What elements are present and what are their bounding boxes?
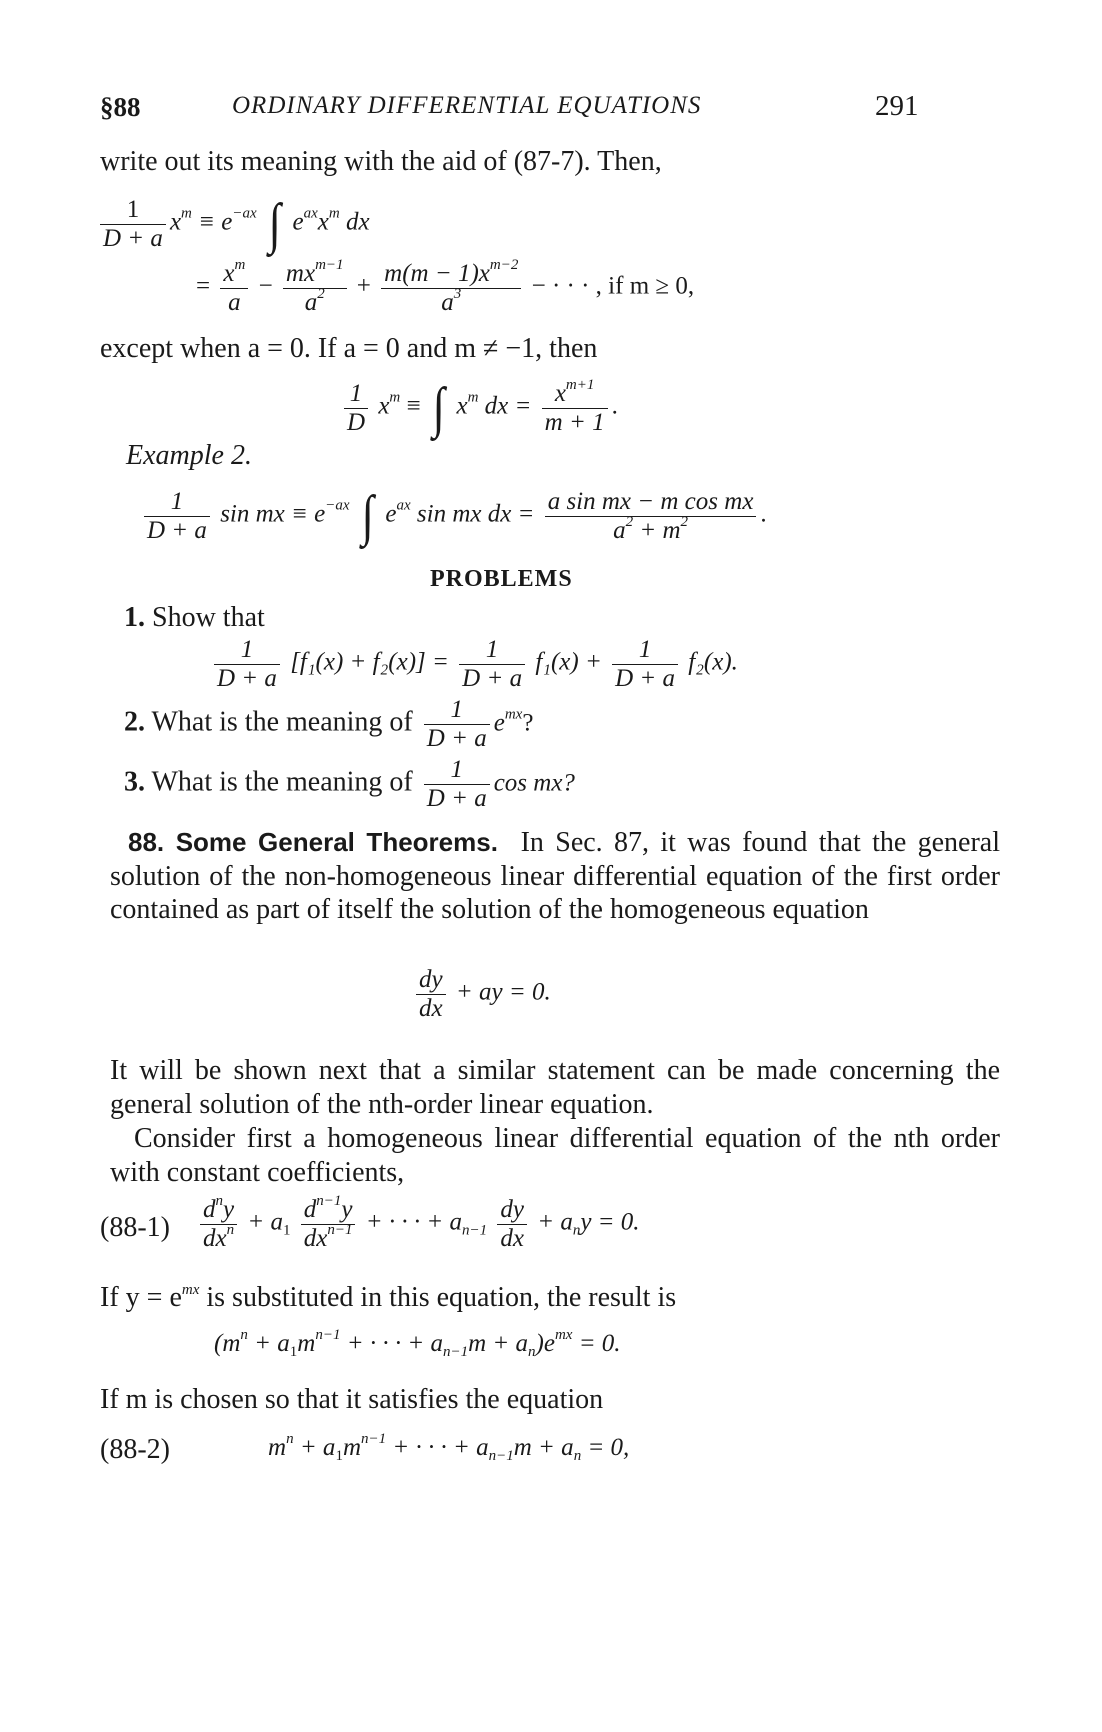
math-superscript: n−1: [327, 1221, 353, 1238]
math-term: + ay = 0.: [455, 978, 551, 1006]
fraction-denominator: D + a: [426, 724, 487, 752]
math-term: + · · · + a: [365, 1208, 462, 1236]
fraction-numerator: a sin mx − m cos mx: [545, 488, 757, 517]
fraction-numerator: d: [203, 1196, 216, 1223]
math-term: e: [493, 709, 505, 737]
math-superscript: ax: [396, 497, 411, 514]
math-superscript: mx: [504, 706, 523, 723]
math-superscript: n−1: [316, 1193, 342, 1209]
example-label: Example 2.: [126, 440, 252, 471]
fraction-denominator: D: [347, 408, 366, 436]
math-superscript: m: [467, 389, 479, 406]
fraction-denominator: a: [228, 288, 241, 316]
section-marker: §88: [100, 92, 141, 122]
equivalence-sign: ≡: [406, 392, 421, 420]
math-superscript: −ax: [325, 497, 350, 514]
math-term: = 0.: [572, 1330, 621, 1357]
fraction-denominator: D + a: [217, 664, 277, 692]
paragraph-text: If y = e: [100, 1282, 182, 1313]
fraction-numerator: dy: [416, 966, 446, 995]
math-superscript: n: [215, 1193, 223, 1209]
math-term: + a: [537, 1208, 573, 1236]
fraction-numerator: dy: [497, 1196, 527, 1225]
fraction-numerator: 1: [100, 196, 166, 225]
math-term: m: [297, 1330, 316, 1357]
fraction-numerator: y: [223, 1196, 235, 1223]
math-subscript: n: [573, 1448, 582, 1464]
math-subscript: n: [528, 1344, 536, 1360]
fraction-denominator: dx: [500, 1224, 524, 1252]
math-term: m: [342, 1434, 361, 1461]
math-superscript: mx: [181, 1282, 200, 1298]
math-term: dx =: [484, 392, 532, 420]
page-number: 291: [875, 90, 919, 122]
math-term: m + a: [513, 1434, 574, 1461]
math-subscript: n−1: [488, 1448, 514, 1464]
equals-sign: =: [196, 272, 211, 300]
math-term: [f₁(x) + f₂(x)] =: [290, 648, 449, 676]
math-term: sin mx dx =: [416, 500, 535, 528]
fraction-numerator: 1: [214, 636, 280, 665]
punctuation: .: [611, 392, 618, 420]
math-superscript: n−1: [361, 1431, 387, 1447]
problem-3: [124, 756, 575, 812]
equation-condition: − · · · , if m ≥ 0,: [531, 272, 695, 300]
problem-2: [124, 696, 533, 752]
math-superscript: −ax: [232, 205, 257, 222]
fraction-denominator: D + a: [147, 516, 207, 544]
math-term: x: [317, 208, 329, 236]
math-subscript: 1: [335, 1448, 343, 1464]
math-term: m: [268, 1434, 287, 1461]
math-term: )e: [535, 1330, 555, 1357]
math-superscript: n: [286, 1431, 294, 1447]
equation-zero-a-case: [340, 377, 618, 439]
fraction-numerator: 1: [144, 488, 210, 517]
equation-label-88-1: (88-1): [100, 1212, 170, 1243]
math-superscript: 2: [317, 285, 325, 302]
fraction-denominator: D + a: [462, 664, 523, 692]
punctuation: .: [760, 500, 767, 528]
math-term: x: [169, 208, 182, 236]
math-term: f₁(x) +: [535, 648, 602, 676]
math-subscript: n−1: [442, 1344, 469, 1360]
math-term: sin mx ≡ e: [220, 500, 326, 528]
math-term: = 0,: [581, 1434, 630, 1461]
math-superscript: m: [328, 205, 340, 222]
math-superscript: n−1: [315, 1327, 341, 1343]
fraction-denominator: D + a: [615, 664, 676, 692]
math-subscript: 1: [289, 1344, 298, 1360]
equation-88-2: [268, 1431, 630, 1464]
equation-homogeneous: [412, 966, 551, 1022]
math-term: ≡ e: [198, 208, 233, 236]
paragraph-text: is substituted in this equation, the result is: [199, 1282, 677, 1313]
equation-operator-expansion-line1: [96, 193, 370, 255]
math-term: y = 0.: [580, 1208, 640, 1236]
problem-number: 3.: [124, 766, 145, 798]
integral-sign-icon: ∫: [361, 485, 374, 547]
fraction-numerator: 1: [344, 380, 368, 409]
integral-sign-icon: ∫: [432, 377, 445, 439]
integral-sign-icon: ∫: [268, 193, 281, 255]
equation-operator-expansion-line2: = $\frac{x^m}{a}$ − $\frac{mx^{m-1}}{a^2}$ + $\frac{m(m - 1)x^{m-2}}{a^3}$ − · · · , if m ≥ 0,: [196, 257, 695, 316]
fraction-denominator: a: [304, 288, 318, 316]
equation-substitution-result: [214, 1327, 621, 1360]
math-term: e: [385, 500, 397, 528]
fraction-numerator: 1: [459, 636, 525, 665]
math-term: cos mx?: [493, 769, 575, 797]
fraction-numerator: x: [554, 380, 566, 407]
math-superscript: mx: [554, 1327, 573, 1343]
problem-1: [124, 602, 265, 634]
fraction-denominator: dx: [419, 994, 443, 1022]
math-term: + a: [247, 1330, 290, 1357]
punctuation: ?: [522, 709, 534, 737]
paragraph-consider-homogeneous: Consider first a homogeneous linear differential equation of the nth order with constant coefficients,: [110, 1123, 1000, 1188]
intro-line: write out its meaning with the aid of (87-7). Then,: [100, 146, 662, 177]
problem-text: What is the meaning of: [151, 706, 413, 738]
math-term: x: [456, 392, 468, 420]
math-superscript: m−2: [489, 257, 519, 273]
equation-label-88-2: (88-2): [100, 1434, 170, 1465]
fraction-denominator: + m: [633, 516, 681, 544]
fraction-numerator: 1: [424, 696, 490, 725]
fraction-denominator: a: [441, 288, 454, 316]
fraction-denominator: dx: [203, 1224, 227, 1252]
equation-88-1: [196, 1193, 640, 1252]
problems-heading: PROBLEMS: [430, 566, 573, 592]
math-superscript: m: [389, 389, 401, 406]
math-subscript: n−1: [461, 1222, 488, 1239]
math-superscript: n: [240, 1327, 248, 1343]
fraction-denominator: D + a: [426, 784, 487, 812]
math-superscript: m−1: [315, 257, 344, 273]
paragraph-text: In Sec. 87, it was found that the general solution of the non-homogeneous linear differential equation of the first order contained as part of itself the solution of the homogeneous equation: [110, 827, 1000, 925]
math-term: (m: [214, 1330, 241, 1357]
problem-number: 2.: [124, 706, 145, 738]
math-superscript: n: [226, 1221, 235, 1238]
problem-text: Show that: [152, 602, 265, 633]
math-subscript: n: [572, 1222, 581, 1239]
math-term: + a: [247, 1208, 283, 1236]
fraction-numerator: x: [223, 260, 235, 287]
fraction-numerator: m(m − 1)x: [384, 260, 490, 287]
if-m-line: If m is chosen so that it satisfies the equation: [100, 1384, 604, 1415]
math-subscript: 1: [282, 1222, 291, 1239]
fraction-numerator: 1: [424, 756, 490, 785]
substitution-line: [100, 1282, 676, 1314]
problem-text: What is the meaning of: [151, 766, 413, 798]
fraction-denominator: D + a: [103, 224, 163, 252]
fraction-denominator: m + 1: [544, 408, 605, 436]
fraction-numerator: mx: [285, 260, 316, 287]
math-superscript: 3: [453, 285, 462, 302]
fraction-numerator: y: [341, 1196, 353, 1223]
math-term: m + a: [468, 1330, 529, 1357]
fraction-denominator: a: [613, 516, 626, 544]
math-term: e: [292, 208, 304, 236]
except-line: except when a = 0. If a = 0 and m ≠ −1, then: [100, 333, 598, 364]
math-superscript: 2: [680, 513, 689, 530]
math-term: f₂(x).: [688, 648, 738, 676]
paragraph-similar-statement: It will be shown next that a similar statement can be made concerning the general solution of the nth-order linear equation.: [110, 1055, 1000, 1120]
fraction-denominator: dx: [303, 1224, 328, 1252]
math-term: + a: [293, 1434, 336, 1461]
math-superscript: m: [234, 257, 246, 273]
math-superscript: 2: [625, 513, 634, 530]
math-term: x: [378, 392, 390, 420]
section-heading: 88. Some General Theorems.: [128, 827, 498, 857]
fraction-numerator: d: [303, 1196, 317, 1223]
math-term: + · · · + a: [340, 1330, 443, 1357]
math-term: + · · · + a: [386, 1434, 489, 1461]
problem-number: 1.: [124, 602, 145, 633]
problem-1-equation: [210, 636, 738, 692]
section-88-paragraph: [110, 826, 1000, 927]
math-superscript: m+1: [565, 377, 595, 393]
fraction-numerator: 1: [612, 636, 678, 665]
math-term: dx: [345, 208, 370, 236]
math-superscript: ax: [303, 205, 318, 222]
equation-example-2: [140, 485, 767, 547]
math-superscript: m: [181, 205, 192, 222]
running-title: ORDINARY DIFFERENTIAL EQUATIONS: [232, 92, 702, 119]
